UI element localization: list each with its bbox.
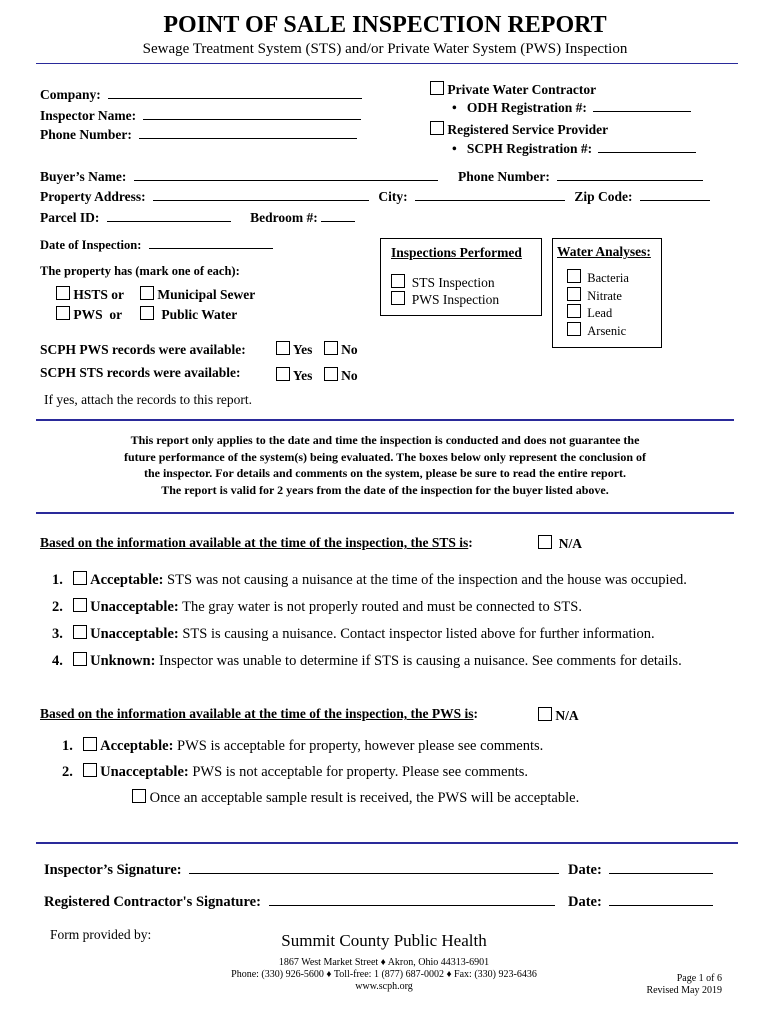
municipal-sewer-label: Municipal Sewer <box>157 287 256 302</box>
validity-notice <box>36 432 734 498</box>
option-text: STS was not causing a nuisance at the time of the inspection and the house was occupied. <box>167 572 687 588</box>
sts-option-4 <box>52 652 682 670</box>
pws-records-label: SCPH PWS records were available: <box>40 342 246 357</box>
pws-heading-colon: : <box>473 706 478 721</box>
company-field[interactable] <box>108 86 362 99</box>
scph-registration-field[interactable] <box>598 140 696 153</box>
pws-section-heading <box>40 706 478 722</box>
contractor-signature-field[interactable] <box>269 893 555 906</box>
inspector-signature-label: Inspector’s Signature: <box>44 862 182 878</box>
form-provided-by: Form provided by: <box>50 927 152 942</box>
hsts-option <box>56 286 124 303</box>
notice-line: This report only applies to the date and time the inspection is conducted and does not guarantee the <box>130 433 640 447</box>
inspector-date-label: Date: <box>568 862 602 878</box>
pws-na-label: N/A <box>555 708 579 723</box>
parcel-id-field[interactable] <box>107 209 231 222</box>
sts-inspection-option <box>391 274 495 291</box>
buyer-phone-label: Phone Number: <box>458 169 550 184</box>
pws-checkbox[interactable] <box>56 306 70 320</box>
pws-records-yes-label: Yes <box>292 342 313 357</box>
water-analysis-item-arsenic <box>567 322 629 340</box>
option-number: 1. <box>52 572 63 588</box>
lead-checkbox[interactable] <box>567 304 581 318</box>
sts-records-yes-label: Yes <box>292 368 313 383</box>
pws-option-2 <box>62 763 528 781</box>
page-subtitle: Sewage Treatment System (STS) and/or Private Water System (PWS) Inspection <box>142 41 628 57</box>
sts-unacceptable-gray-water-checkbox[interactable] <box>73 598 87 612</box>
notice-line: the inspector. For details and comments on the system, please be sure to read the entire report. <box>143 466 627 480</box>
pws-records-row <box>40 342 246 358</box>
pws-records-no-label: No <box>341 342 358 357</box>
organization-address: 1867 West Market Street ♦ Akron, Ohio 44313-6901 <box>278 957 490 968</box>
date-of-inspection-field[interactable] <box>149 236 273 249</box>
sts-records-label: SCPH STS records were available: <box>40 365 241 380</box>
contractor-signature-label: Registered Contractor's Signature: <box>44 894 261 910</box>
nitrate-label: Nitrate <box>587 288 622 303</box>
sts-option-3 <box>52 625 655 643</box>
pws-records-yes-checkbox[interactable] <box>276 341 290 355</box>
sts-records-no-label: No <box>341 368 358 383</box>
revision-date: Revised May 2019 <box>646 985 722 996</box>
sts-unacceptable-nuisance-checkbox[interactable] <box>73 625 87 639</box>
option-number: 2. <box>52 599 63 615</box>
records-note: If yes, attach the records to this report. <box>44 392 253 407</box>
bullet-icon: • <box>452 141 457 156</box>
sts-records-row <box>40 365 241 381</box>
sts-na-checkbox[interactable] <box>538 535 552 549</box>
page-number: Page 1 of 6 <box>676 973 722 984</box>
pws-sample-checkbox[interactable] <box>132 789 146 803</box>
inspections-performed-heading: Inspections Performed <box>391 245 522 260</box>
organization-name: Summit County Public Health <box>281 931 487 950</box>
sts-records-yes-checkbox[interactable] <box>276 367 290 381</box>
sts-na-option <box>538 535 582 552</box>
zip-code-field[interactable] <box>640 188 710 201</box>
inspector-name-field[interactable] <box>143 107 361 120</box>
property-address-label: Property Address: <box>40 189 146 204</box>
public-water-checkbox[interactable] <box>140 306 154 320</box>
page-title: POINT OF SALE INSPECTION REPORT <box>163 12 607 38</box>
registered-service-provider-row <box>430 121 608 138</box>
option-number: 3. <box>52 626 63 642</box>
option-label: Acceptable: <box>90 572 164 588</box>
pws-records-options <box>276 341 358 358</box>
option-text: STS is causing a nuisance. Contact inspector listed above for further information. <box>182 626 655 642</box>
company-phone-field[interactable] <box>139 126 357 139</box>
contractor-date-row <box>568 893 713 911</box>
private-water-contractor-row <box>430 81 596 98</box>
bacteria-label: Bacteria <box>587 271 629 285</box>
inspector-name-label: Inspector Name: <box>40 108 137 123</box>
sts-na-label: N/A <box>558 536 582 551</box>
municipal-sewer-checkbox[interactable] <box>140 286 154 300</box>
contractor-date-label: Date: <box>568 894 602 910</box>
odh-registration-row <box>452 99 691 116</box>
sts-inspection-checkbox[interactable] <box>391 274 405 288</box>
signature-rule <box>36 842 738 844</box>
inspector-date-field[interactable] <box>609 861 713 874</box>
hsts-checkbox[interactable] <box>56 286 70 300</box>
organization-website: www.scph.org <box>355 981 413 992</box>
scph-registration-label: SCPH Registration #: <box>466 141 593 156</box>
sts-records-options <box>276 367 358 384</box>
option-text: The gray water is not properly routed and must be connected to STS. <box>182 599 582 615</box>
lead-label: Lead <box>587 306 613 320</box>
registered-service-provider-checkbox[interactable] <box>430 121 444 135</box>
bacteria-checkbox[interactable] <box>567 269 581 283</box>
buyer-phone-field[interactable] <box>557 168 703 181</box>
inspector-signature-field[interactable] <box>189 861 559 874</box>
header-rule <box>36 63 738 64</box>
private-water-contractor-label: Private Water Contractor <box>447 82 597 97</box>
pws-label: PWS or <box>73 307 123 322</box>
sts-option-2 <box>52 598 582 616</box>
city-label: City: <box>378 189 408 204</box>
odh-registration-field[interactable] <box>593 99 691 112</box>
option-label: Unacceptable: <box>90 626 179 642</box>
sts-inspection-label: STS Inspection <box>411 275 495 290</box>
buyer-phone-row <box>458 168 703 185</box>
inspector-signature-row <box>44 861 559 879</box>
pws-inspection-label: PWS Inspection <box>411 292 500 307</box>
pws-inspection-checkbox[interactable] <box>391 291 405 305</box>
private-water-contractor-checkbox[interactable] <box>430 81 444 95</box>
water-analyses-heading: Water Analyses: <box>557 244 651 259</box>
option-number: 4. <box>52 653 63 669</box>
buyer-name-row <box>40 168 438 185</box>
sts-heading-colon: : <box>468 535 473 550</box>
municipal-sewer-option <box>140 286 255 303</box>
bedroom-label: Bedroom #: <box>250 210 318 225</box>
option-label: Acceptable: <box>100 738 174 754</box>
pws-records-no-checkbox[interactable] <box>324 341 338 355</box>
parcel-id-label: Parcel ID: <box>40 210 100 225</box>
water-analysis-item-nitrate <box>567 287 629 305</box>
pws-inspection-option <box>391 291 499 308</box>
date-of-inspection-label: Date of Inspection: <box>40 238 142 252</box>
odh-registration-label: ODH Registration #: <box>466 100 587 115</box>
buyer-name-field[interactable] <box>134 168 438 181</box>
pws-sample-note: Once an acceptable sample result is received, the PWS will be acceptable. <box>149 790 580 806</box>
public-water-option <box>140 306 237 323</box>
public-water-label: Public Water <box>161 307 238 322</box>
notice-top-rule <box>36 419 734 421</box>
option-label: Unacceptable: <box>90 599 179 615</box>
sts-records-no-checkbox[interactable] <box>324 367 338 381</box>
option-text: Inspector was unable to determine if STS is causing a nuisance. See comments for details. <box>159 653 682 669</box>
option-label: Unknown: <box>90 653 156 669</box>
option-text: PWS is not acceptable for property. Please see comments. <box>192 764 529 780</box>
water-analysis-item-bacteria <box>567 269 629 287</box>
sts-section-heading <box>40 535 473 551</box>
sts-unknown-checkbox[interactable] <box>73 652 87 666</box>
company-phone-label: Phone Number: <box>40 127 132 142</box>
scph-registration-row <box>452 140 696 157</box>
contractor-date-field[interactable] <box>609 893 713 906</box>
inspector-date-row <box>568 861 713 879</box>
pws-unacceptable-checkbox[interactable] <box>83 763 97 777</box>
option-number: 2. <box>62 764 73 780</box>
organization-phones: Phone: (330) 926-5600 ♦ Toll-free: 1 (877) 687-0002 ♦ Fax: (330) 923-6436 <box>231 969 537 980</box>
property-has-heading: The property has (mark one of each): <box>40 264 240 278</box>
sts-option-1 <box>52 571 687 589</box>
bullet-icon: • <box>452 100 457 115</box>
pws-option-1 <box>62 737 543 755</box>
pws-sample-option <box>132 789 579 807</box>
inspector-row <box>40 107 361 124</box>
sts-heading-text: Based on the information available at the time of the inspection, the STS is <box>40 535 469 550</box>
notice-line: future performance of the system(s) being evaluated. The boxes below only represent the conclusion of <box>123 449 647 464</box>
hsts-label: HSTS or <box>73 287 125 302</box>
arsenic-checkbox[interactable] <box>567 322 581 336</box>
buyer-name-label: Buyer’s Name: <box>40 169 127 184</box>
water-analyses-list <box>567 269 629 339</box>
bedroom-field[interactable] <box>321 209 355 222</box>
option-number: 1. <box>62 738 73 754</box>
company-phone-row <box>40 126 357 143</box>
pws-acceptable-checkbox[interactable] <box>83 737 97 751</box>
notice-line: The report is valid for 2 years from the date of the inspection for the buyer listed above. <box>161 482 609 497</box>
property-address-row <box>40 188 710 205</box>
nitrate-checkbox[interactable] <box>567 287 581 301</box>
pws-heading-text: Based on the information available at the time of the inspection, the PWS is <box>40 706 474 721</box>
pws-option <box>56 306 122 323</box>
date-of-inspection-row <box>40 236 273 253</box>
water-analysis-item-lead <box>567 304 629 322</box>
zip-code-label: Zip Code: <box>574 189 633 204</box>
notice-bottom-rule <box>36 512 734 514</box>
company-label: Company: <box>40 87 101 102</box>
sts-acceptable-checkbox[interactable] <box>73 571 87 585</box>
contractor-signature-row <box>44 893 555 911</box>
parcel-row <box>40 209 355 226</box>
option-label: Unacceptable: <box>100 764 189 780</box>
registered-service-provider-label: Registered Service Provider <box>447 122 609 137</box>
pws-na-checkbox[interactable] <box>538 707 552 721</box>
pws-na-option <box>538 707 579 724</box>
city-field[interactable] <box>415 188 565 201</box>
company-row <box>40 86 362 103</box>
option-text: PWS is acceptable for property, however please see comments. <box>177 738 544 754</box>
property-address-field[interactable] <box>153 188 369 201</box>
arsenic-label: Arsenic <box>587 323 627 338</box>
